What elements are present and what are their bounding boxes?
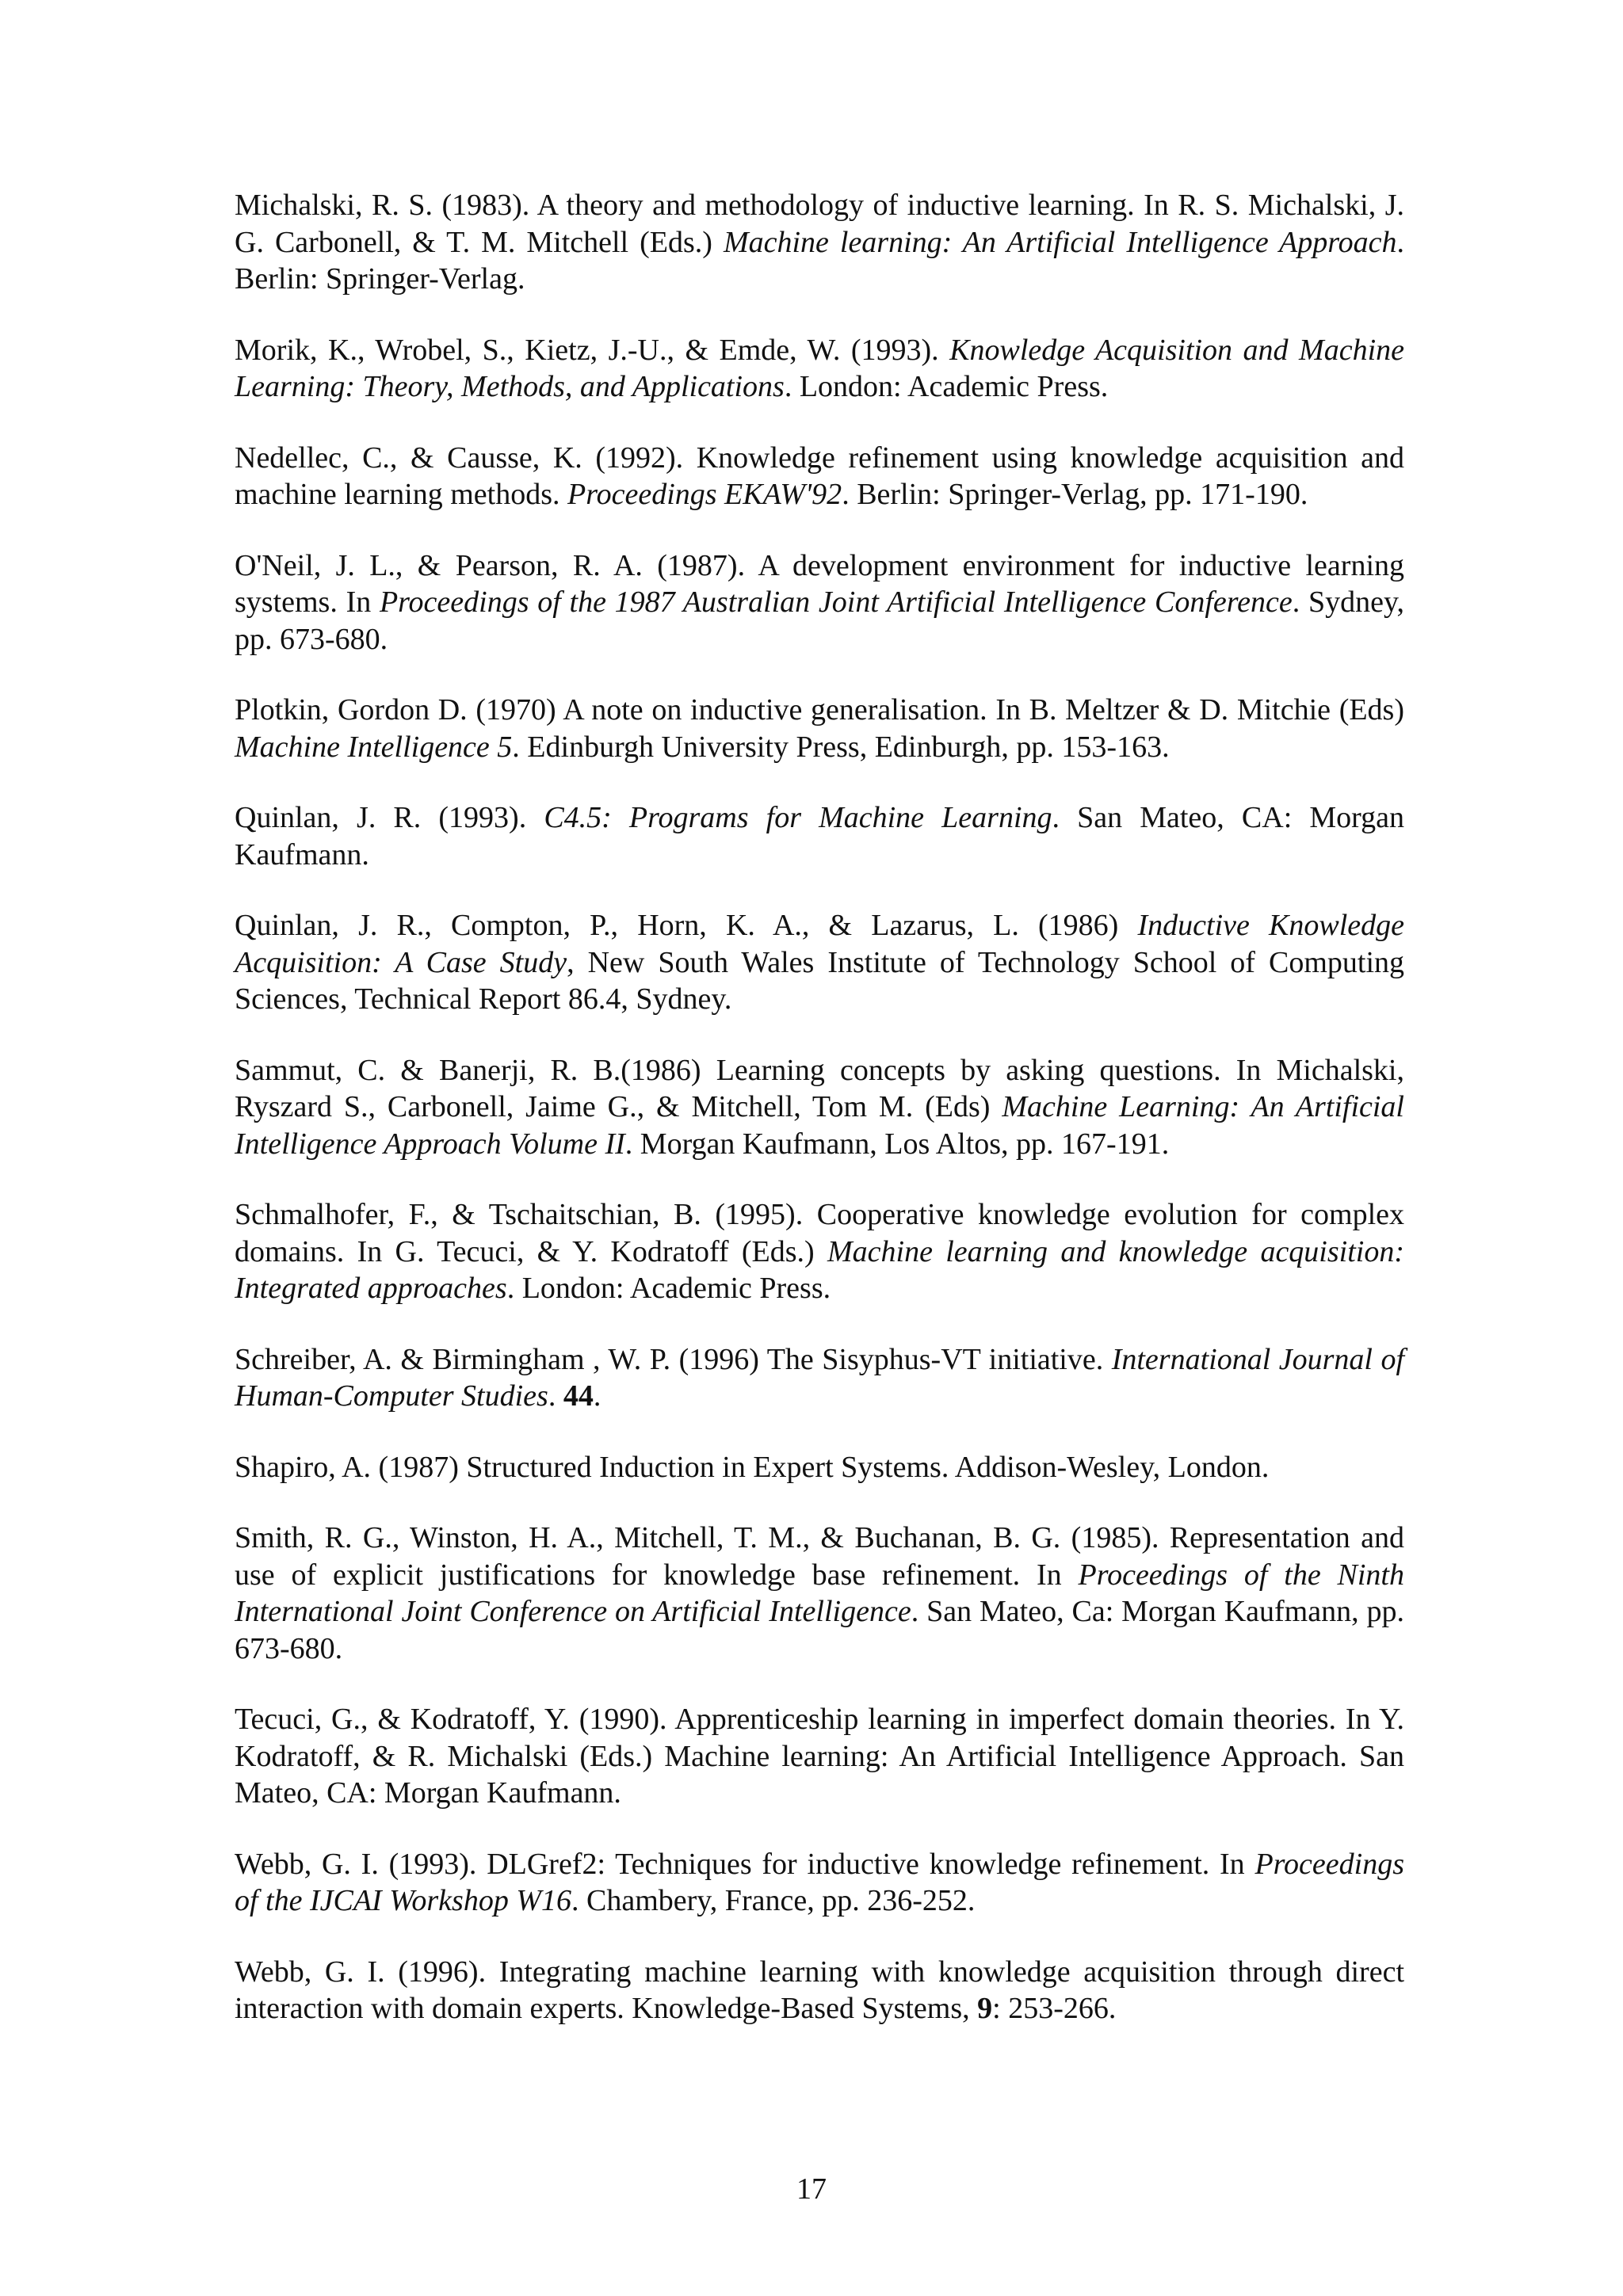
reference-italic-text: Inductive Knowledge Acquisition: A Case Study bbox=[235, 909, 1405, 979]
reference-bold-text: 44 bbox=[563, 1379, 594, 1413]
reference-entry bbox=[235, 332, 1404, 406]
reference-text: Quinlan, J. R. (1993). bbox=[235, 801, 544, 834]
reference-text: . Edinburgh University Press, Edinburgh, pp. 153-163. bbox=[512, 730, 1170, 764]
reference-text: Plotkin, Gordon D. (1970) A note on inductive generalisation. In B. Meltzer & D. Mitchie (Eds) bbox=[235, 693, 1404, 727]
reference-text: O'Neil, J. L., & Pearson, R. A. (1987). A development environment for inductive learning systems. In bbox=[235, 548, 1404, 619]
reference-text: Smith, R. G., Winston, H. A., Mitchell, T. M., & Buchanan, B. G. (1985). Representation and use of explicit justifications for knowledge base refinement. In bbox=[235, 1521, 1404, 1592]
reference-italic-text: Knowledge Acquisition and Machine Learning: Theory, Methods, and Applications bbox=[235, 333, 1405, 403]
reference-entry bbox=[235, 1520, 1404, 1667]
reference-entry bbox=[235, 907, 1404, 1018]
reference-text: . San Mateo, Ca: Morgan Kaufmann, pp. 673-680. bbox=[235, 1595, 1404, 1665]
reference-entry bbox=[235, 1846, 1404, 1920]
reference-text: Morik, K., Wrobel, S., Kietz, J.-U., & Emde, W. (1993). bbox=[235, 333, 950, 367]
reference-bold-text: 9 bbox=[977, 1992, 993, 2025]
reference-entry bbox=[235, 1449, 1404, 1486]
reference-text: . London: Academic Press. bbox=[506, 1272, 831, 1305]
reference-italic-text: Proceedings of the Ninth International Joint Conference on Artificial Intelligence bbox=[235, 1558, 1404, 1628]
reference-italic-text: Machine Intelligence 5 bbox=[235, 730, 513, 764]
reference-text: Schmalhofer, F., & Tschaitschian, B. (1995). Cooperative knowledge evolution for complex domains. In G. Tecuci, & Y. Kodratoff (Eds.) bbox=[235, 1198, 1404, 1268]
reference-italic-text: Proceedings of the IJCAI Workshop W16 bbox=[235, 1847, 1404, 1917]
reference-text: Quinlan, J. R., Compton, P., Horn, K. A., & Lazarus, L. (1986) bbox=[235, 909, 1138, 942]
reference-text: Webb, G. I. (1996). Integrating machine learning with knowledge acquisition through direct interaction with domain experts. Knowledge-Based Systems, bbox=[235, 1955, 1404, 2025]
reference-entry bbox=[235, 440, 1404, 513]
reference-italic-text: Proceedings EKAW'92 bbox=[567, 478, 842, 511]
reference-text: . Chambery, France, pp. 236-252. bbox=[571, 1884, 976, 1917]
reference-text: Tecuci, G., & Kodratoff, Y. (1990). Apprenticeship learning in imperfect domain theories. In Y. Kodratoff, & R. Michalski (Eds.) Machine learning: An Artificial Intelligence Approach. San Mateo, CA: Morgan Kaufmann. bbox=[235, 1703, 1404, 1810]
reference-italic-text: Machine Learning: An Artificial Intelligence Approach Volume II bbox=[235, 1090, 1404, 1161]
reference-entry bbox=[235, 1052, 1404, 1163]
reference-text: : 253-266. bbox=[992, 1992, 1117, 2025]
reference-text: . Sydney, pp. 673-680. bbox=[235, 585, 1404, 656]
reference-entry bbox=[235, 692, 1404, 765]
reference-text: Michalski, R. S. (1983). A theory and methodology of inductive learning. In R. S. Michalski, J. G. Carbonell, & T. M. Mitchell (Eds.) bbox=[235, 189, 1404, 259]
reference-italic-text: Machine learning: An Artificial Intelligence Approach bbox=[723, 225, 1397, 259]
reference-entry bbox=[235, 547, 1404, 658]
reference-text: Sammut, C. & Banerji, R. B.(1986) Learning concepts by asking questions. In Michalski, Ryszard S., Carbonell, Jaime G., & Mitchell, Tom M. (Eds) bbox=[235, 1053, 1404, 1123]
reference-text: Shapiro, A. (1987) Structured Induction in Expert Systems. Addison-Wesley, London. bbox=[235, 1450, 1270, 1484]
reference-entry bbox=[235, 1341, 1404, 1415]
reference-entry bbox=[235, 1196, 1404, 1307]
reference-entry bbox=[235, 1701, 1404, 1812]
reference-text: Schreiber, A. & Birmingham , W. P. (1996) The Sisyphus-VT initiative. bbox=[235, 1342, 1112, 1376]
reference-text: . Berlin: Springer-Verlag, pp. 171-190. bbox=[842, 478, 1308, 511]
reference-text: Webb, G. I. (1993). DLGref2: Techniques for inductive knowledge refinement. In bbox=[235, 1847, 1255, 1881]
reference-italic-text: International Journal of Human-Computer Studies bbox=[235, 1342, 1405, 1413]
reference-text: , New South Wales Institute of Technology School of Computing Sciences, Technical Report 86.4, Sydney. bbox=[235, 945, 1404, 1016]
reference-text: . London: Academic Press. bbox=[784, 370, 1109, 403]
reference-list bbox=[235, 187, 1404, 2061]
reference-text: . Morgan Kaufmann, Los Altos, pp. 167-191. bbox=[624, 1127, 1170, 1161]
reference-italic-text: Proceedings of the 1987 Australian Joint Artificial Intelligence Conference bbox=[379, 585, 1293, 619]
reference-text: Nedellec, C., & Causse, K. (1992). Knowledge refinement using knowledge acquisition and machine learning methods. bbox=[235, 441, 1404, 511]
page-number: 17 bbox=[796, 2172, 827, 2206]
reference-entry bbox=[235, 799, 1404, 873]
reference-text: . San Mateo, CA: Morgan Kaufmann. bbox=[235, 801, 1404, 871]
reference-italic-text: C4.5: Programs for Machine Learning bbox=[544, 801, 1052, 834]
reference-text: . bbox=[593, 1379, 601, 1413]
reference-entry bbox=[235, 187, 1404, 298]
reference-italic-text: Machine learning and knowledge acquisition: Integrated approaches bbox=[235, 1234, 1404, 1305]
reference-text: . bbox=[548, 1379, 563, 1413]
reference-text: . Berlin: Springer-Verlag. bbox=[235, 225, 1404, 296]
reference-entry bbox=[235, 1954, 1404, 2027]
